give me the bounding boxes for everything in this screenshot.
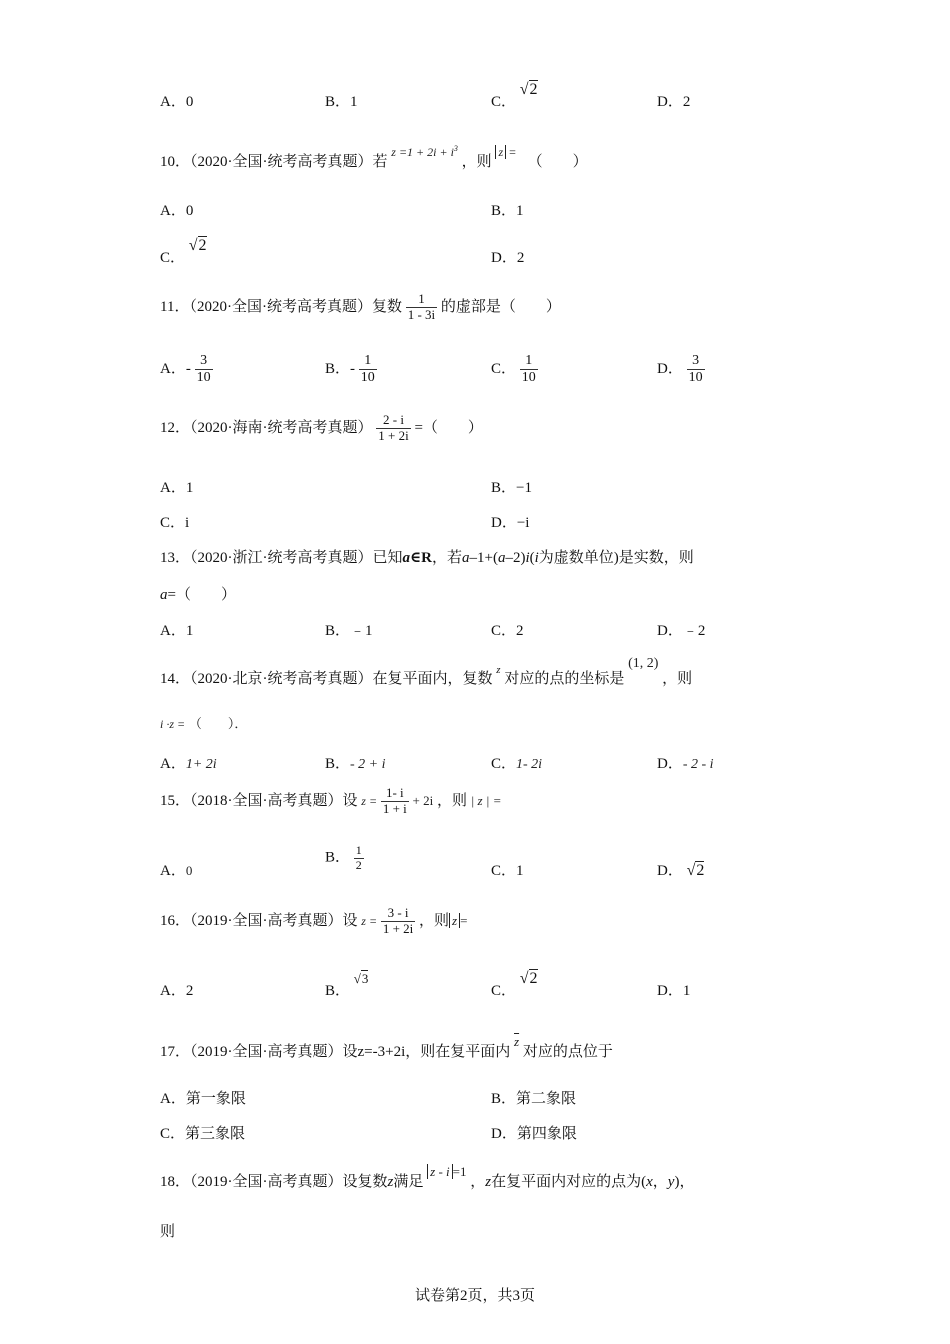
q12-option-d: D．−i — [491, 515, 530, 531]
q15-option-d: D． √2 — [657, 862, 705, 879]
question-12-stem: 12．（2020·海南·统考高考真题） $\frac{2 - i}{1 + 2i}$ =（ ） — [160, 412, 483, 443]
q11-option-d: D． $\frac{3}{10}$ — [657, 353, 703, 386]
q12-fraction: $\frac{2 - i}{1 + 2i}$ — [378, 412, 409, 443]
q10-formula: z =1 + 2i + i3 — [391, 144, 458, 159]
q10-abs-z: z = — [495, 145, 515, 159]
q18-abs-expr: z - i =1 — [427, 1164, 466, 1179]
question-18-stem: 18．（2019·全国·高考真题）设复数z满足 z - i =1 ，z在复平面内对应的点为(x，y)， — [160, 1164, 695, 1190]
question-10-stem: 10．（2020·全国·统考高考真题）若 $^{z =1 + 2i + i^3}$ ，则 $^{z =}$ （ ） — [160, 144, 588, 170]
q13-option-a: A．1 — [160, 623, 194, 639]
q9-option-c: C． √2 — [491, 81, 538, 110]
question-15-stem: 15．（2018·全国·高考真题）设 z = $\frac{1- i}{1 + i}$ + 2i ，则 | z | = — [160, 785, 502, 816]
q10-option-a: A．0 — [160, 203, 194, 219]
q15-fraction: $\frac{1- i}{1 + i}$ — [382, 785, 407, 816]
q14-coord: (1, 2) — [628, 656, 659, 671]
q13-option-d: D．﹣2 — [657, 623, 706, 639]
q15-option-c: C．1 — [491, 863, 524, 879]
q10-option-d: D．2 — [491, 250, 525, 266]
q11-fraction: $\frac{1}{1 - 3i}$ — [407, 291, 436, 322]
q9-option-b: B．1 — [325, 94, 358, 110]
question-14-stem: 14．（2020·北京·统考高考真题）在复平面内，复数 $^z$ 对应的点的坐标是 (1, 2) ，则 — [160, 656, 693, 687]
sqrt-symbol: √2 — [686, 862, 705, 879]
q17-option-d: D．第四象限 — [491, 1126, 577, 1142]
page-footer: 试卷第2页，共3页 — [414, 1288, 535, 1304]
q11-option-b: B．- $\frac{1}{10}$ — [325, 353, 375, 386]
sqrt-symbol: √2 — [519, 81, 538, 98]
q14-option-b: B．- 2 + i — [325, 756, 386, 772]
q16-option-c: C． √2 — [491, 970, 538, 999]
q9-option-a: A．0 — [160, 94, 194, 110]
question-14-line2: i ·z = （ ）． — [160, 716, 248, 731]
q12-option-c: C．i — [160, 515, 190, 531]
q14-option-d: D．- 2 - i — [657, 756, 714, 772]
q17-option-c: C．第三象限 — [160, 1126, 246, 1142]
question-13-stem: 13．（2020·浙江·统考高考真题）已知a∈R，若a–1+(a–2)i(i为虚数单位)是实数，则 — [160, 550, 694, 566]
q16-option-d: D．1 — [657, 983, 691, 999]
q14-option-c: C．1- 2i — [491, 756, 543, 772]
q16-fraction: $\frac{3 - i}{1 + 2i}$ — [382, 905, 414, 936]
q16-option-a: A．2 — [160, 983, 194, 999]
q12-option-b: B．−1 — [491, 480, 532, 496]
q17-option-a: A．第一象限 — [160, 1091, 246, 1107]
question-18-line2: 则 — [160, 1224, 176, 1240]
q14-option-a: A．1+ 2i — [160, 756, 217, 772]
q12-option-a: A．1 — [160, 480, 194, 496]
sqrt-symbol: √2 — [188, 237, 207, 254]
q13-option-c: C．2 — [491, 623, 524, 639]
sqrt-symbol: √3 — [353, 971, 369, 986]
q10-option-b: B．1 — [491, 203, 524, 219]
q15-option-b: B． $\frac{1}{2}$ — [325, 843, 362, 872]
q10-option-c: C． √2 — [160, 237, 207, 266]
q16-option-b: B． √3 — [325, 971, 369, 999]
q17-option-b: B．第二象限 — [491, 1091, 577, 1107]
question-17-stem: 17．（2019·全国·高考真题）设z=-3+2i，则在复平面内 $\overline{z}$ 对应的点位于 — [160, 1034, 613, 1060]
question-11-stem: 11．（2020·全国·统考高考真题）复数 $\frac{1}{1 - 3i}$ 的虚部是（ ） — [160, 291, 561, 322]
q11-option-a: A．- $\frac{3}{10}$ — [160, 353, 211, 386]
q15-option-a: A．0 — [160, 863, 193, 879]
q13-option-b: B．﹣1 — [325, 623, 373, 639]
q11-option-c: C． $\frac{1}{10}$ — [491, 353, 536, 386]
question-13-line2: a=（ ） — [160, 587, 236, 603]
z-conjugate: $\overline{z}$ — [514, 1034, 520, 1049]
sqrt-symbol: √2 — [519, 970, 538, 987]
question-16-stem: 16．（2019·全国·高考真题）设 z = $\frac{3 - i}{1 + 2i}$ ，则 z = — [160, 905, 468, 936]
q9-option-d: D．2 — [657, 94, 691, 110]
